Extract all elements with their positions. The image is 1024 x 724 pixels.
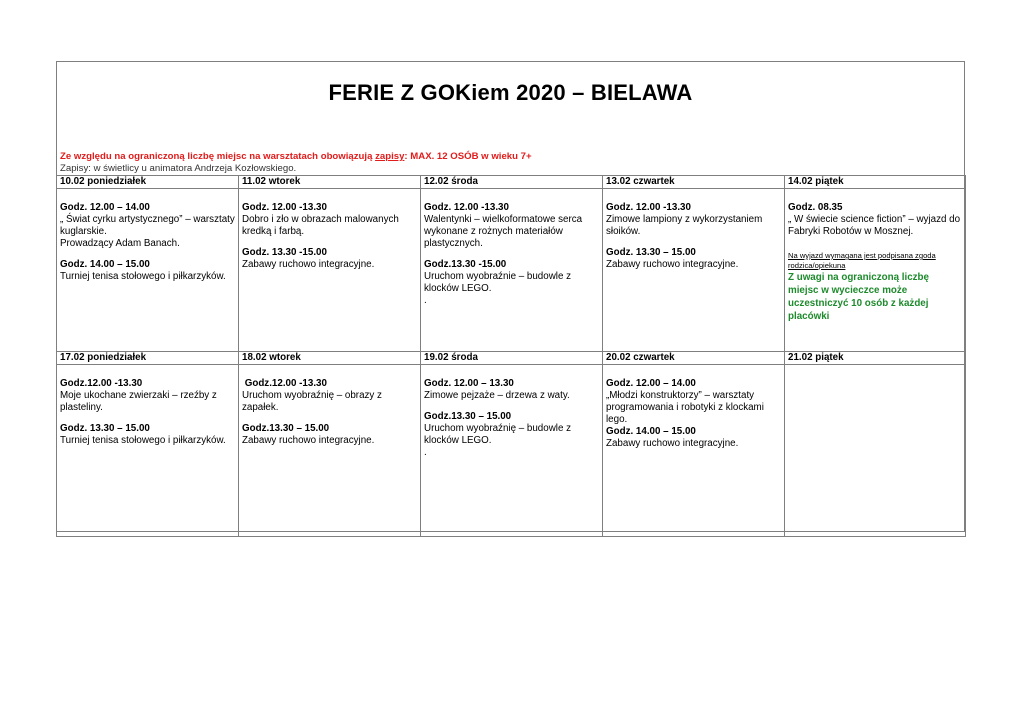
time-slot: Godz. 12.00 -13.30 (606, 202, 691, 213)
activity: Uruchom wyobraźnię – obrazy z zapałek. (242, 390, 382, 413)
day-cell-tue-1802 (239, 365, 421, 537)
activity: Turniej tenisa stołowego i piłkarzyków. (60, 271, 226, 282)
day-cell-wed-1902 (421, 365, 603, 537)
schedule-frame (56, 61, 965, 532)
activity: Uruchom wyobraźnie – budowle z klocków LEGO. (424, 271, 572, 294)
day-header: 11.02 wtorek (239, 176, 421, 189)
time-slot: Godz. 12.00 – 13.30 (424, 378, 514, 389)
day-header: 20.02 czwartek (603, 352, 785, 365)
day-cell-mon-1002 (57, 189, 239, 352)
day-header: 14.02 piątek (785, 176, 966, 189)
activity: Zimowe pejzaże – drzewa z waty. (424, 390, 570, 401)
day-cell-thu-2002 (603, 365, 785, 537)
day-cell-tue-1102 (239, 189, 421, 352)
day-header: 17.02 poniedziałek (57, 352, 239, 365)
activity: Zabawy ruchowo integracyjne. (606, 259, 739, 270)
day-header: 10.02 poniedziałek (57, 176, 239, 189)
time-slot: Godz.12.00 -13.30 (60, 378, 143, 389)
dot-marker: . (424, 447, 427, 458)
time-slot: Godz. 12.00 – 14.00 (606, 378, 696, 389)
activity: Uruchom wyobraźnię – budowle z klocków LEGO. (424, 423, 572, 446)
week2-header-row (57, 352, 966, 365)
registration-notice (60, 151, 532, 175)
day-cell-fri-1402 (785, 189, 966, 352)
activity-host: Prowadzący Adam Banach. (60, 238, 180, 249)
time-slot: Godz. 12.00 -13.30 (424, 202, 509, 213)
activity: Zabawy ruchowo integracyjne. (242, 259, 375, 270)
activity: Zimowe lampiony z wykorzystaniem słoików. (606, 214, 763, 237)
page-title: FERIE Z GOKiem 2020 – BIELAWA (328, 80, 693, 105)
day-header: 12.02 środa (421, 176, 603, 189)
time-slot: Godz.13.30 – 15.00 (242, 423, 330, 434)
schedule-table (56, 175, 966, 537)
trip-limit-note: Z uwagi na ograniczoną liczbę miejsc w wycieczce może uczestniczyć 10 osób z każdej placówki (788, 272, 929, 322)
day-header: 18.02 wtorek (239, 352, 421, 365)
day-cell-mon-1702 (57, 365, 239, 537)
time-slot: Godz. 12.00 -13.30 (242, 202, 327, 213)
time-slot: Godz. 08.35 (788, 202, 843, 213)
day-header: 13.02 czwartek (603, 176, 785, 189)
activity: Moje ukochane zwierzaki – rzeźby z plasteliny. (60, 390, 217, 413)
time-slot: Godz.13.30 – 15.00 (424, 411, 512, 422)
time-slot: Godz. 14.00 – 15.00 (60, 259, 150, 270)
day-header: 19.02 środa (421, 352, 603, 365)
activity: Dobro i zło w obrazach malowanych kredką i farbą. (242, 214, 399, 237)
activity: Walentynki – wielkoformatowe serca wykonane z rożnych materiałów plastycznych. (424, 214, 583, 249)
notice-part1: Ze względu na ograniczoną liczbę miejsc na warsztatach obowiązują (60, 151, 376, 162)
week2-body-row (57, 365, 966, 537)
time-slot: Godz. 13.30 – 15.00 (60, 423, 150, 434)
activity: „Młodzi konstruktorzy” – warsztaty programowania i robotyki z klockami lego. (606, 390, 764, 425)
notice-registration-place: Zapisy: w świetlicy u animatora Andrzeja Kozłowskiego. (60, 163, 297, 174)
notice-underlined: zapisy (375, 151, 405, 162)
day-cell-fri-2102-empty (785, 365, 966, 537)
activity: Zabawy ruchowo integracyjne. (606, 438, 739, 449)
notice-part2: : MAX. 12 OSÓB w wieku 7+ (404, 151, 532, 162)
time-slot: Godz. 14.00 – 15.00 (606, 426, 696, 437)
week1-body-row (57, 189, 966, 352)
time-slot: Godz.12.00 -13.30 (242, 378, 327, 389)
activity: „ Świat cyrku artystycznego” – warsztaty kuglarskie. (60, 214, 235, 237)
parental-consent-note: Na wyjazd wymagana jest podpisana zgoda rodzica/opiekuna (788, 251, 936, 270)
time-slot: Godz. 13.30 – 15.00 (606, 247, 696, 258)
day-cell-thu-1302 (603, 189, 785, 352)
time-slot: Godz. 13.30 -15.00 (242, 247, 327, 258)
notice-limit (60, 151, 532, 163)
day-cell-wed-1202 (421, 189, 603, 352)
dot-marker: . (424, 295, 427, 306)
time-slot: Godz. 12.00 – 14.00 (60, 202, 150, 213)
activity: Zabawy ruchowo integracyjne. (242, 435, 375, 446)
activity: Turniej tenisa stołowego i piłkarzyków. (60, 435, 226, 446)
time-slot: Godz.13.30 -15.00 (424, 259, 507, 270)
week1-header-row (57, 176, 966, 189)
day-header: 21.02 piątek (785, 352, 966, 365)
activity: „ W świecie science fiction” – wyjazd do Fabryki Robotów w Mosznej. (788, 214, 961, 237)
